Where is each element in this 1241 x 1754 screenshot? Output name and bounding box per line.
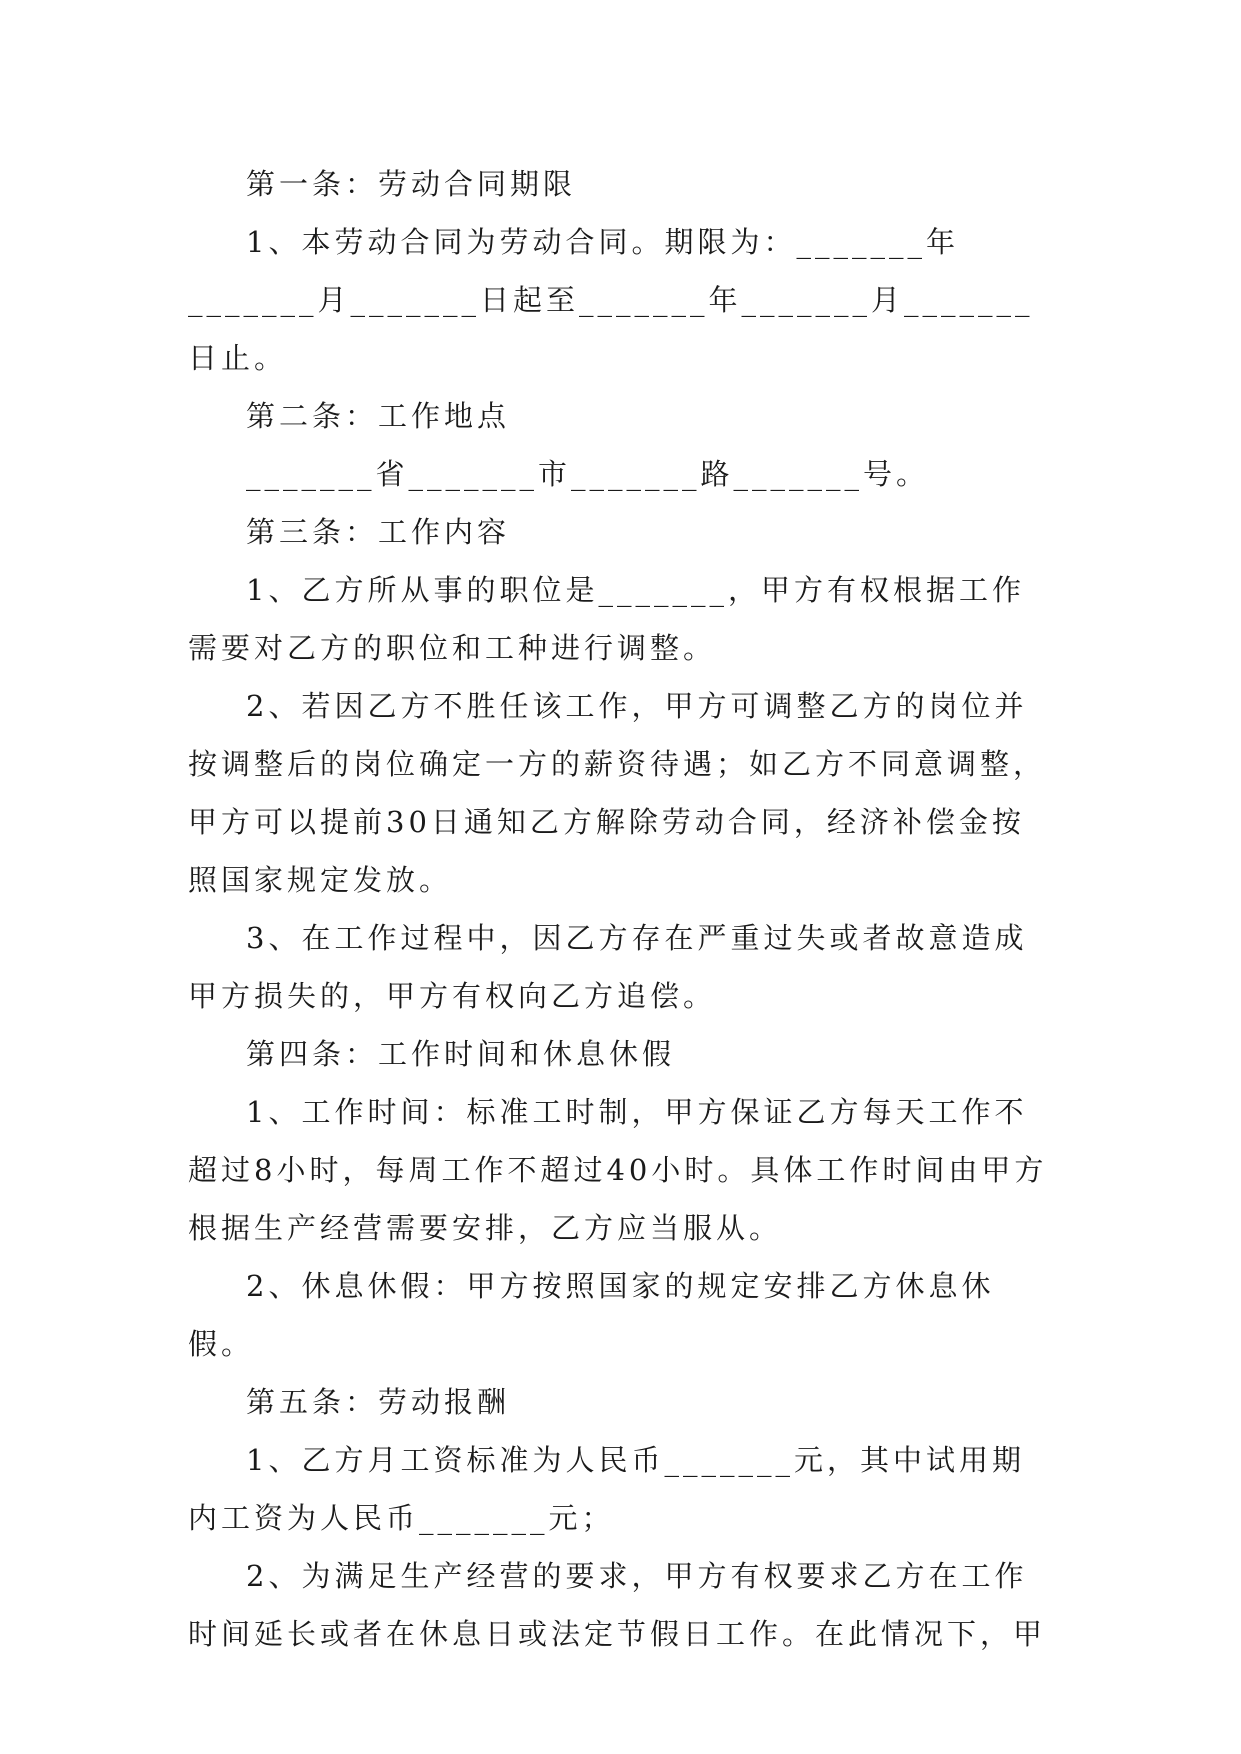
- article-4-clause-1: 1、工作时间：标准工时制，甲方保证乙方每天工作不超过8小时，每周工作不超过40小时。具体工作时间由甲方根据生产经营需要安排，乙方应当服从。: [188, 1095, 1048, 1245]
- article-4-clause-2: 2、休息休假：甲方按照国家的规定安排乙方休息休假。: [188, 1269, 995, 1361]
- contract-body: [188, 155, 1050, 1663]
- work-location-line: _______省_______市_______路_______号。: [246, 457, 930, 491]
- article-4-heading: 第四条：工作时间和休息休假: [246, 1037, 676, 1071]
- article-3-clause-2: 2、若因乙方不胜任该工作，甲方可调整乙方的岗位并按调整后的岗位确定一方的薪资待遇；如乙方不同意调整，甲方可以提前30日通知乙方解除劳动合同，经济补偿金按照国家规定发放。: [188, 689, 1047, 897]
- article-3-clause-1: 1、乙方所从事的职位是_______，甲方有权根据工作需要对乙方的职位和工种进行调整。: [188, 573, 1025, 665]
- article-5-clause-2: 2、为满足生产经营的要求，甲方有权要求乙方在工作时间延长或者在休息日或法定节假日工作。在此情况下，甲: [188, 1559, 1047, 1651]
- article-2-heading: 第二条：工作地点: [246, 399, 511, 433]
- article-5-heading: 第五条：劳动报酬: [246, 1385, 511, 1419]
- article-5-clause-1: 1、乙方月工资标准为人民币_______元，其中试用期内工资为人民币_______元；: [188, 1443, 1025, 1535]
- article-1-heading: 第一条：劳动合同期限: [246, 167, 577, 201]
- article-3-heading: 第三条：工作内容: [246, 515, 511, 549]
- article-3-clause-3: 3、在工作过程中，因乙方存在严重过失或者故意造成甲方损失的，甲方有权向乙方追偿。: [188, 921, 1028, 1013]
- article-1-clause-1: 1、本劳动合同为劳动合同。期限为：_______年_______月_______日起至_______年_______月_______日止。: [188, 225, 1034, 375]
